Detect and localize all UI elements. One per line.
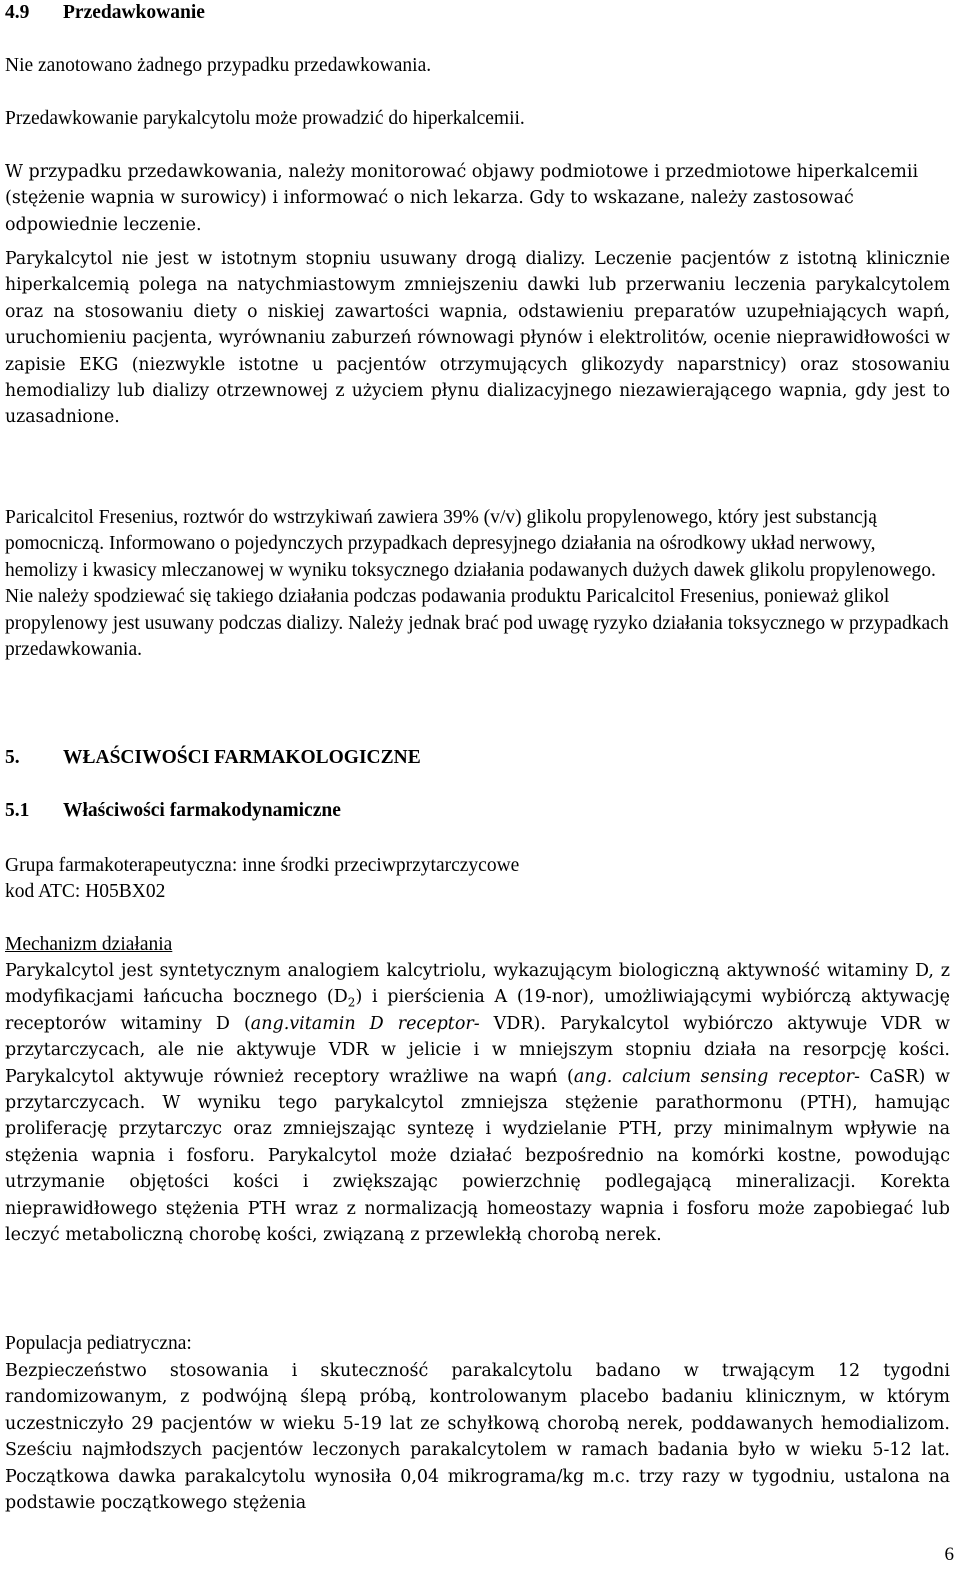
mechanism-subscript: 2 (347, 995, 356, 1010)
section-4-9-heading (5, 0, 205, 26)
paragraph-overdose-effect: Przedawkowanie parykalcytolu może prowadzić do hiperkalcemii. (5, 108, 525, 129)
pharmacotherapeutic-group: Grupa farmakoterapeutyczna: inne środki przeciwprzytarczycowe (5, 855, 520, 876)
page-number: 6 (944, 1544, 954, 1565)
mechanism-term-vdr: ang.vitamin D receptor- (250, 1013, 480, 1034)
section-number: 5.1 (5, 800, 30, 821)
mechanism-heading: Mechanizm działania (5, 934, 173, 955)
paragraph-excipient: Paricalcitol Fresenius, roztwór do wstrzykiwań zawiera 39% (v/v) glikolu propylenowego, który jest substancją pomocniczą. Informowano o pojedynczych przypadkach depresyjnego działania na ośrodkowy układ nerwowy, hemolizy i kwasicy mleczanowej w wyniku toksycznego działania podawanych dużych dawek glikolu propylenowego. Nie należy spodziewać się takiego działania podczas podawania produktu Paricalcitol Fresenius, ponieważ glikol propylenowy jest usuwany podczas dializy. Należy jednak brać pod uwagę ryzyko działania toksycznego w przypadkach przedawkowania. (5, 507, 949, 661)
section-title: WŁAŚCIWOŚCI FARMAKOLOGICZNE (63, 747, 421, 768)
mechanism-text-d: CaSR) w przytarczycach. W wyniku tego parykalcytol zmniejsza stężenie parathormonu (PTH), hamując proliferację przytarczyc oraz zmniejszając syntezę i wydzielanie PTH, przy minimalnym wpływie na stężenia wapnia i fosforu. Parykalcytol może działać bezpośrednio na komórki kostne, powodując utrzymanie objętości kości i zwiększając powierzchnię podlegającą mineralizacji. Korekta nieprawidłowego stężenia PTH wraz z normalizacją homeostazy wapnia i fosforu może zapobiegać lub leczyć metaboliczną chorobę kości, związaną z przewlekłą chorobą nerek. (5, 1066, 951, 1246)
section-title: Przedawkowanie (63, 2, 205, 23)
mechanism-text-b: ) i pierścienia A (19-nor), umożliwiającymi wybiórczą aktywację receptorów witaminy D ( (5, 987, 950, 1034)
paragraph-treatment: Parykalcytol nie jest w istotnym stopniu usuwany drogą dializy. Leczenie pacjentów z istotną klinicznie hiperkalcemią polega na natychmiastowym zmniejszeniu dawki lub przerwaniu leczenia parykalcytolem oraz na stosowaniu diety o niskiej zawartości wapnia, odstawieniu preparatów uzupełniających wapń, uruchomieniu pacjenta, wyrównaniu zaburzeń równowagi płynów i elektrolitów, ocenie nieprawidłowości w zapisie EKG (niezwykle istotne u pacjentów otrzymujących glikozydy naparstnicy) oraz stosowaniu hemodializy lub dializy otrzewnowej z użyciem płynu dializacyjnego niezawierającego wapnia, gdy jest to uzasadnione. (5, 249, 950, 428)
section-5-1-heading (5, 798, 341, 824)
section-number: 5. (5, 747, 20, 768)
section-5-heading (5, 745, 421, 771)
paragraph-mechanism (5, 958, 950, 1248)
atc-code: kod ATC: H05BX02 (5, 881, 166, 902)
mechanism-term-casr: ang. calcium sensing receptor- (573, 1066, 860, 1087)
mechanism-text-a: Parykalcytol jest syntetycznym analogiem kalcytriolu, wykazującym biologiczną aktywność witaminy D, z modyfikacjami łańcucha bocznego (D (5, 961, 950, 1008)
pediatric-heading: Populacja pediatryczna: (5, 1333, 192, 1354)
paragraph-monitoring: W przypadku przedawkowania, należy monitorować objawy podmiotowe i przedmiotowe hiperkalcemii (stężenie wapnia w surowicy) i informować o nich lekarza. Gdy to wskazane, należy zastosować odpowiednie leczenie. (5, 162, 919, 235)
section-title: Właściwości farmakodynamiczne (63, 800, 341, 821)
mechanism-text-c: VDR). Parykalcytol wybiórczo aktywuje VDR w przytarczycach, ale nie aktywuje VDR w jelicie i w mniejszym stopniu działa na resorpcję kości. Parykalcytol aktywuje również receptory wrażliwe na wapń ( (5, 1013, 951, 1087)
paragraph-pediatric: Bezpieczeństwo stosowania i skuteczność parakalcytolu badano w trwającym 12 tygodni randomizowanym, z podwójną ślepą próbą, kontrolowanym placebo badaniu klinicznym, w którym uczestniczyło 29 pacjentów w wieku 5-19 lat ze schyłkową chorobą nerek, poddawanych hemodializom. Sześciu najmłodszych pacjentów leczonych parakalcytolem w ramach badania było w wieku 5-12 lat. Początkowa dawka parakalcytolu wynosiła 0,04 mikrograma/kg m.c. trzy razy w tygodniu, ustalona na podstawie początkowego stężenia (5, 1361, 950, 1514)
paragraph-no-overdose: Nie zanotowano żadnego przypadku przedawkowania. (5, 55, 432, 76)
section-number: 4.9 (5, 2, 30, 23)
